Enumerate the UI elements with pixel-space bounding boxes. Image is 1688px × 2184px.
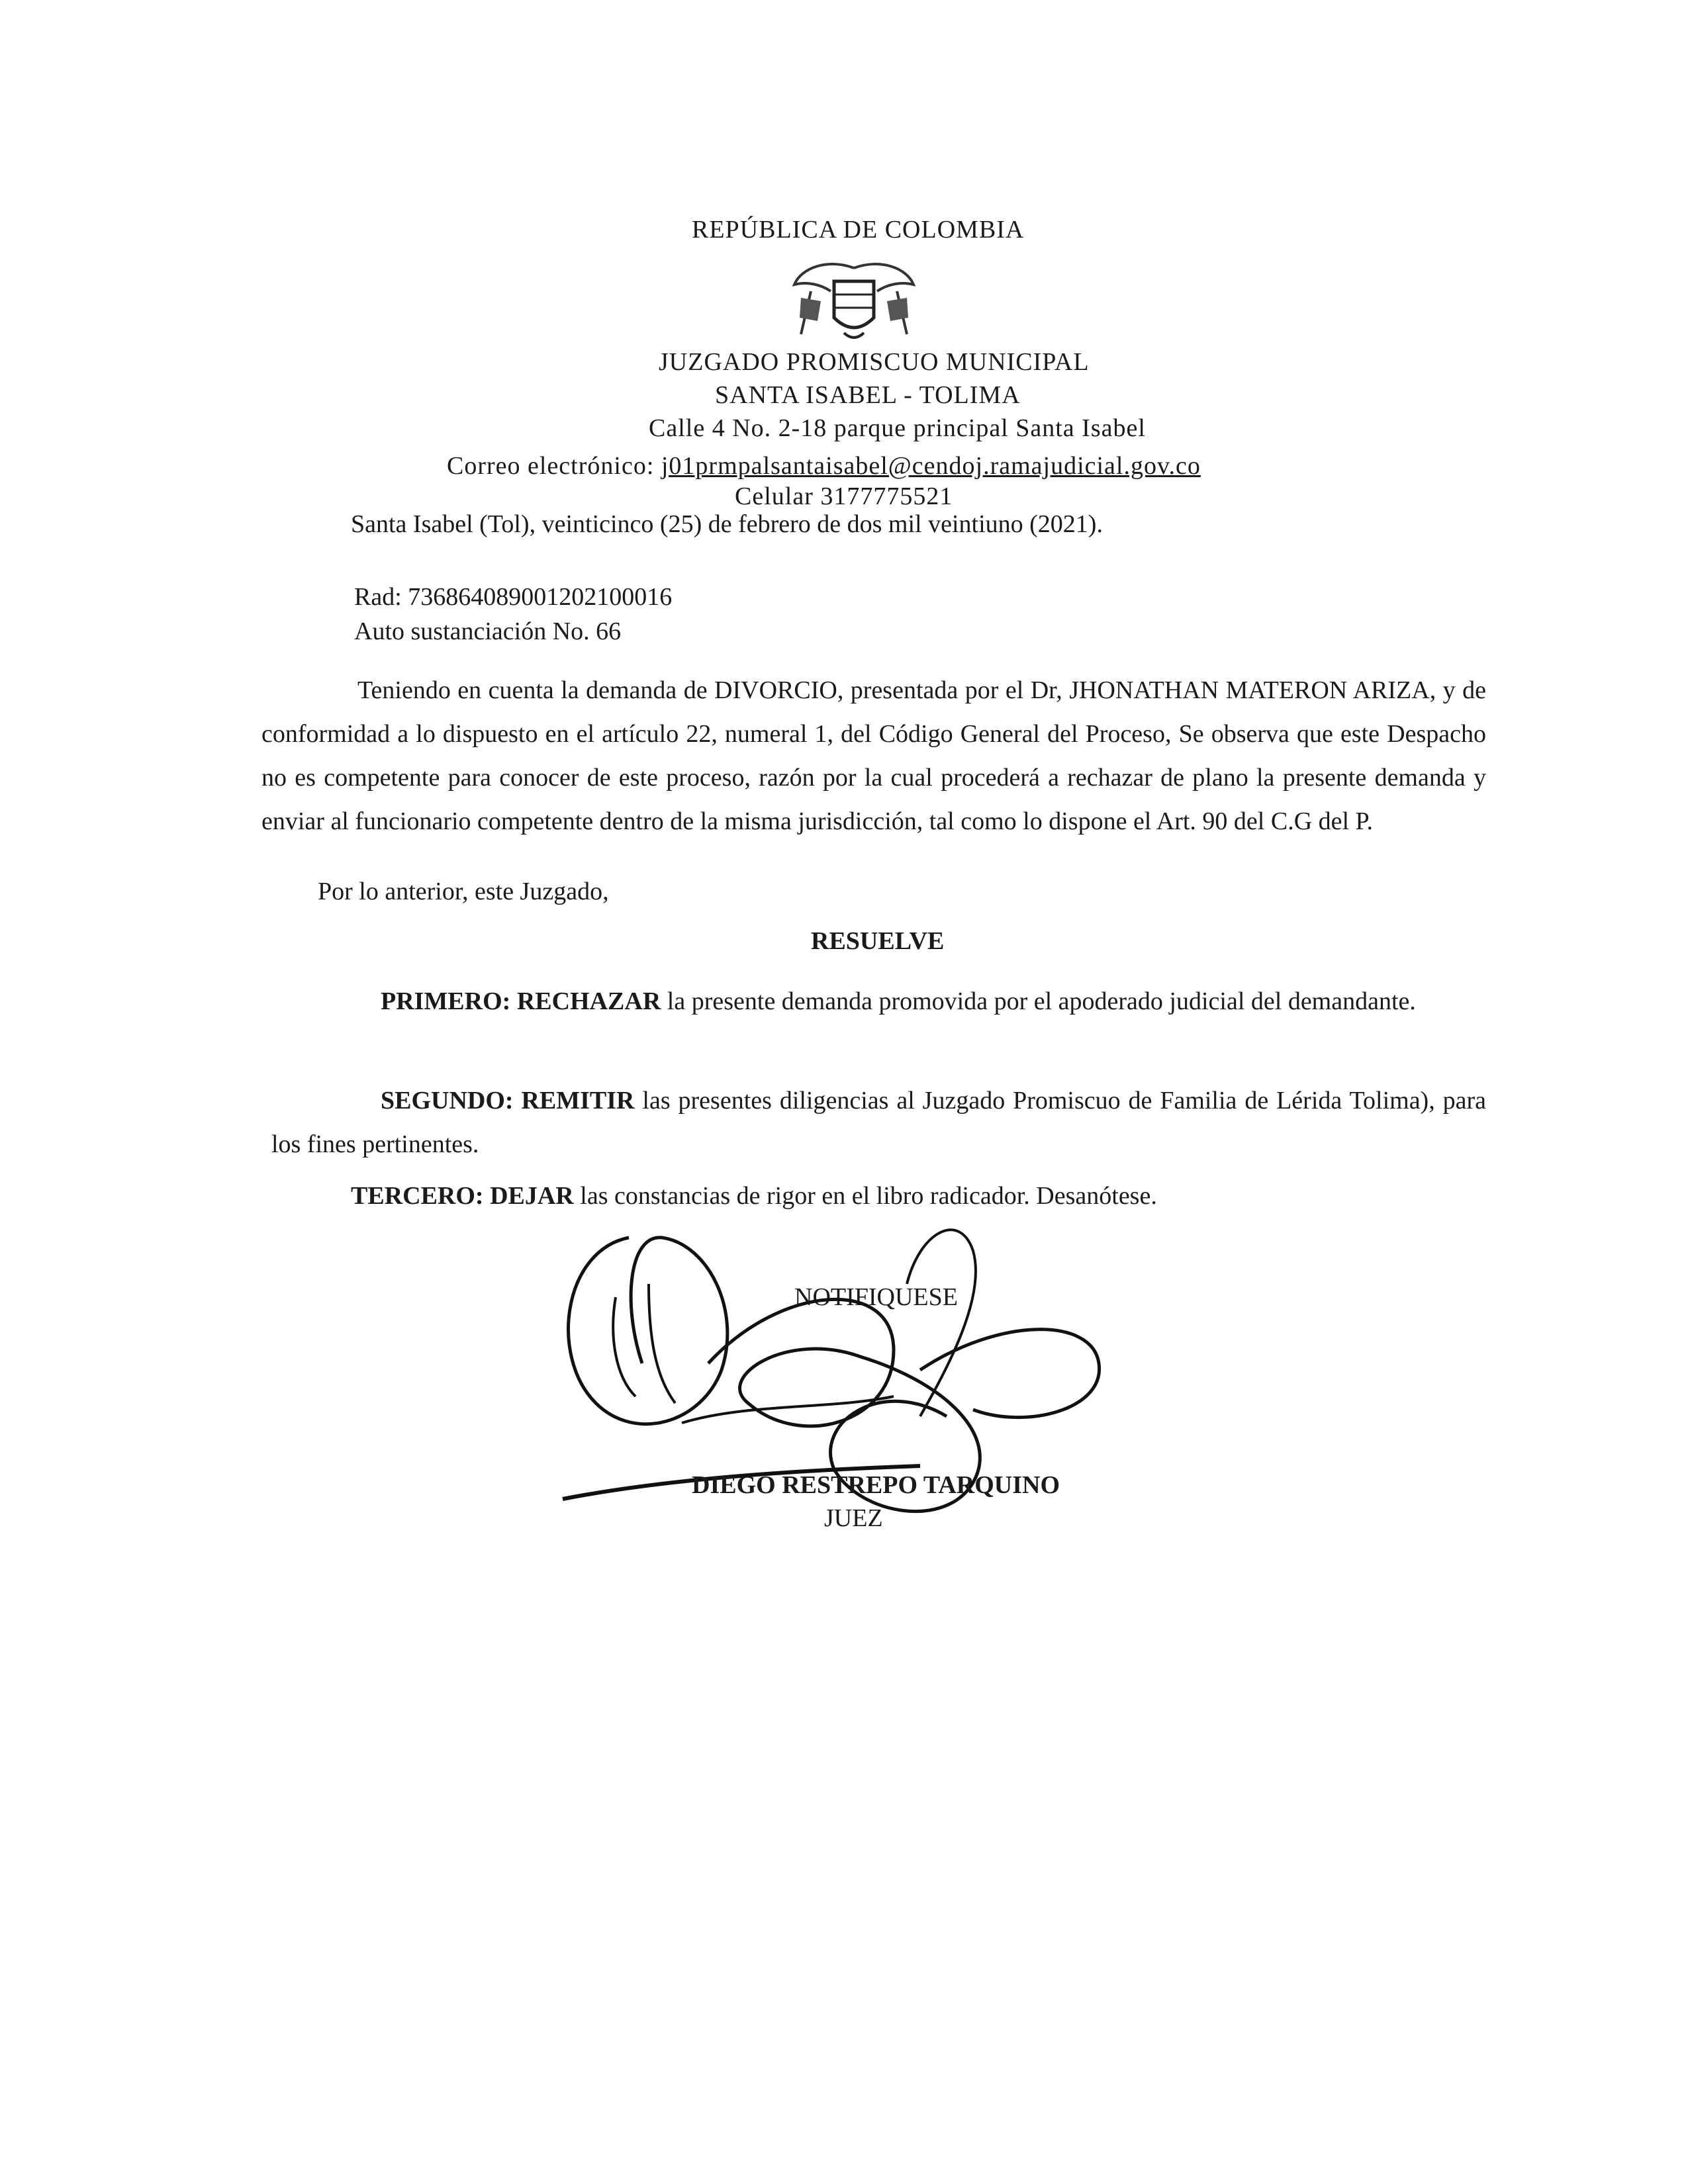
case-rad: Rad: 73686408900120210001​6 bbox=[354, 583, 673, 611]
item-tercero-text: las constancias de rigor en el libro radicador. Desanótese. bbox=[573, 1182, 1157, 1210]
date-line: Santa Isabel (Tol), veinticinco (25) de febrero de dos mil veintiuno (2021). bbox=[351, 510, 1103, 538]
court-address: Calle 4 No. 2-18 parque principal Santa Isabel bbox=[649, 414, 1146, 442]
email-line bbox=[447, 451, 1201, 480]
item-primero-label: PRIMERO: bbox=[381, 987, 517, 1015]
item-segundo bbox=[271, 1079, 1486, 1166]
por-lo-anterior: Por lo anterior, este Juzgado, bbox=[318, 878, 609, 905]
judge-title: JUEZ bbox=[824, 1504, 883, 1532]
item-segundo-verb: REMITIR bbox=[521, 1087, 635, 1115]
item-segundo-label: SEGUNDO: bbox=[381, 1087, 522, 1115]
item-tercero-label: TERCERO: bbox=[351, 1182, 491, 1210]
main-paragraph: Teniendo en cuenta la demanda de DIVORCIO, presentada por el Dr, JHONATHAN MATERON ARIZA, y de conformidad a lo dispuesto en el artículo 22, numeral 1, del Código General del Proceso, Se observa que este Despacho no es competente para conocer de este proceso, razón por la cual procederá a rechazar de plano la presente demanda y enviar al funcionario competente dentro de la misma jurisdicción, tal como lo dispone el Art. 90 del C.G del P. bbox=[261, 676, 1486, 835]
country-heading: REPÚBLICA DE COLOMBIA bbox=[692, 216, 1025, 244]
notify-text: NOTIFIQUESE bbox=[794, 1283, 958, 1311]
email-link[interactable]: j01prmpalsantaisabel@cendoj.ramajudicial.gov.co bbox=[661, 452, 1201, 480]
item-primero-verb: RECHAZAR bbox=[516, 987, 661, 1015]
phone-line: Celular 3177775521 bbox=[735, 482, 953, 510]
colombia-coat-of-arms-icon bbox=[781, 255, 927, 347]
judge-name: DIEGO RESTREPO TARQUINO bbox=[692, 1471, 1060, 1499]
item-primero bbox=[268, 979, 1486, 1023]
court-location: SANTA ISABEL - TOLIMA bbox=[715, 381, 1021, 409]
case-auto: Auto sustanciación No. 66 bbox=[354, 617, 622, 645]
item-segundo-text: las presentes diligencias al Juzgado Promiscuo de Familia de Lérida Tolima), para los fines pertinentes. bbox=[271, 1087, 1487, 1158]
item-primero-text: la presente demanda promovida por el apoderado judicial del demandante. bbox=[661, 987, 1416, 1015]
resuelve-heading: RESUELVE bbox=[811, 927, 945, 955]
court-name: JUZGADO PROMISCUO MUNICIPAL bbox=[659, 348, 1090, 376]
item-tercero-verb: DEJAR bbox=[490, 1182, 574, 1210]
email-label: Correo electrónico: bbox=[447, 452, 661, 480]
